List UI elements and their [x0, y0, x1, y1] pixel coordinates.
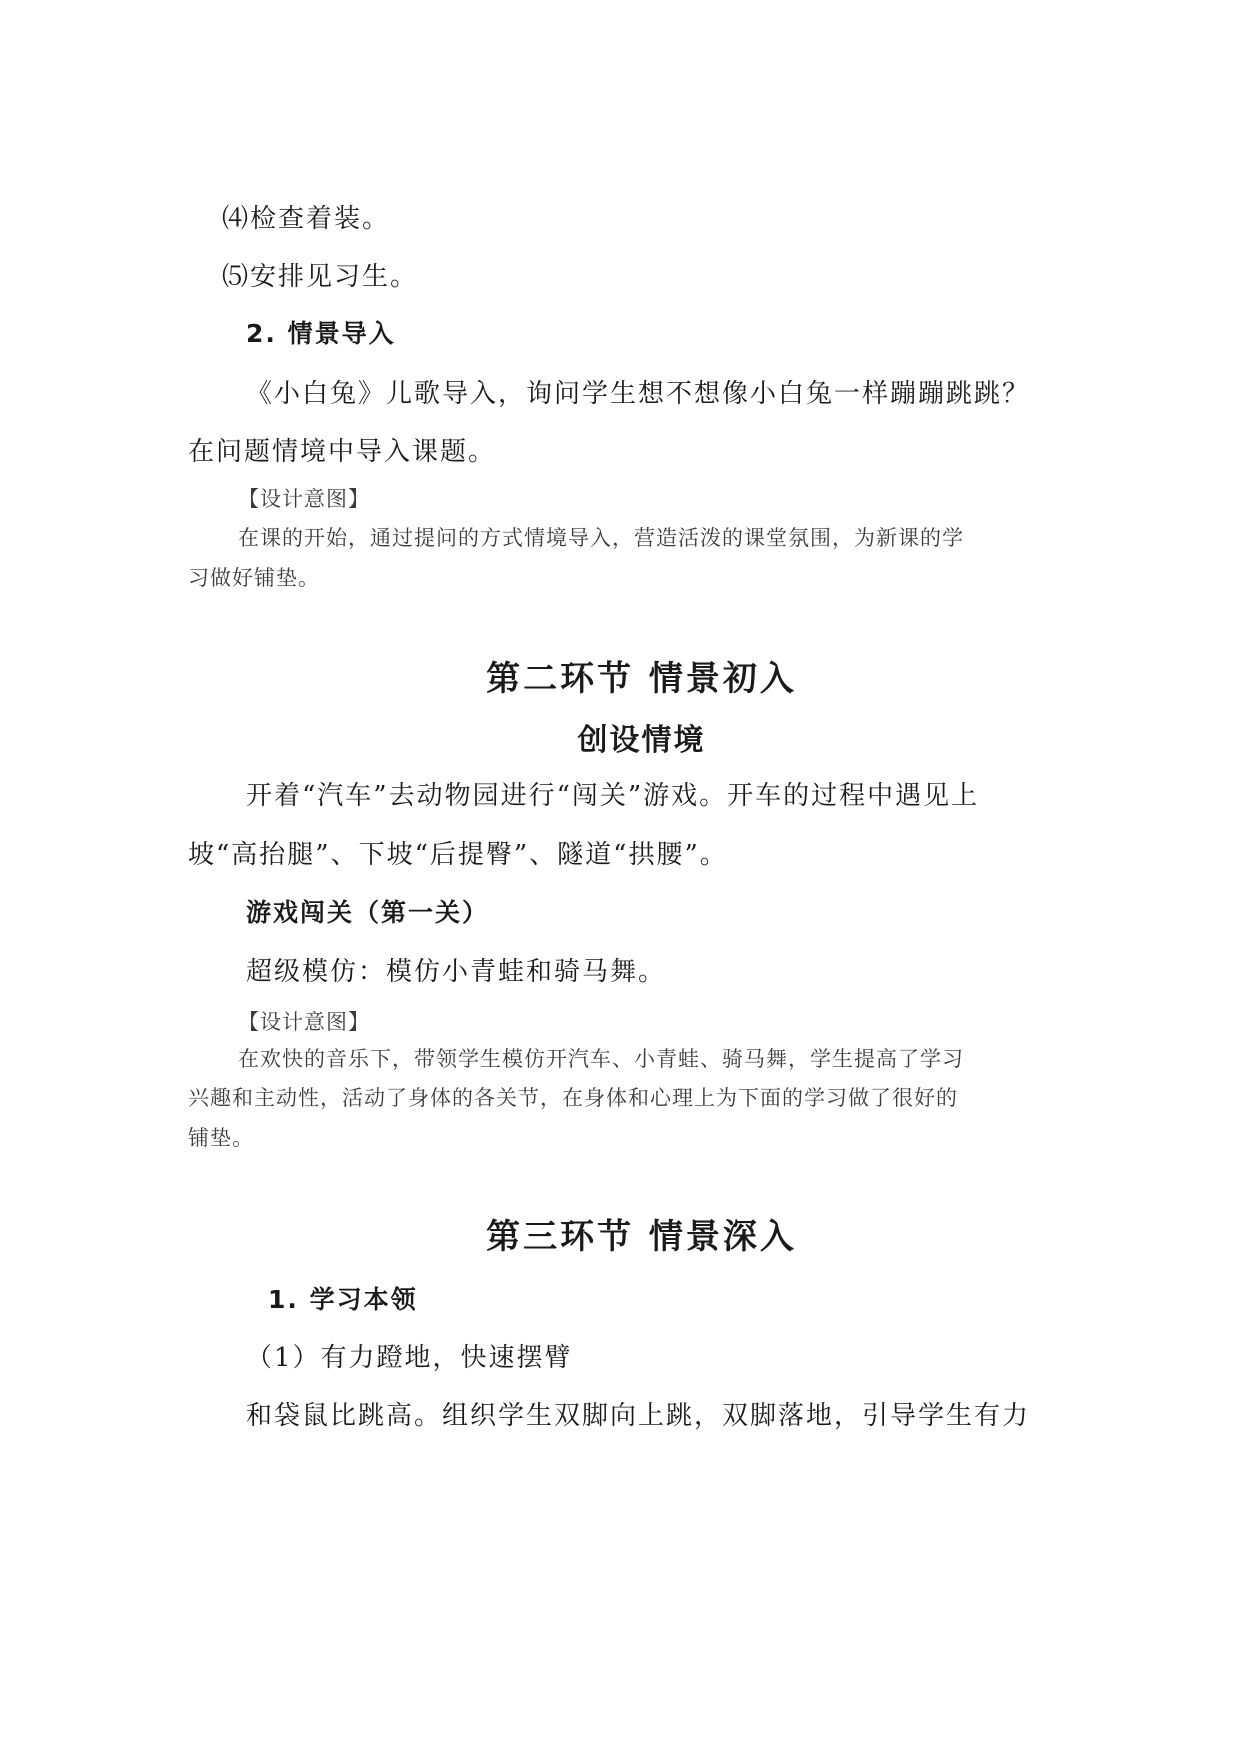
- game-heading: 游戏闯关（第一关）: [246, 898, 490, 927]
- heading-scene-intro: 2. 情景导入: [246, 319, 396, 348]
- heading-learn-skills: 1. 学习本领: [268, 1285, 418, 1314]
- design-intent-label-1: 【设计意图】: [238, 487, 370, 511]
- section-2-paragraph-line-1: 开着“汽车”去动物园进行“闯关”游戏。开车的过程中遇见上: [246, 781, 980, 811]
- section-3-title: 第三环节 情景深入: [486, 1217, 797, 1257]
- section-2-title: 第二环节 情景初入: [486, 659, 797, 699]
- design-intent-2-line-3: 铺垫。: [188, 1126, 254, 1150]
- intro-paragraph-line-2: 在问题情境中导入课题。: [188, 437, 497, 467]
- design-intent-2-line-1: 在欢快的音乐下，带领学生模仿开汽车、小青蛙、骑马舞，学生提高了学习: [238, 1047, 964, 1071]
- list-item-check-dress: ⑷检查着装。: [222, 204, 391, 234]
- design-intent-2-line-2: 兴趣和主动性，活动了身体的各关节，在身体和心理上为下面的学习做了很好的: [188, 1086, 958, 1110]
- game-text: 超级模仿：模仿小青蛙和骑马舞。: [246, 957, 667, 987]
- intro-paragraph-line-1: 《小白兔》儿歌导入，询问学生想不想像小白兔一样蹦蹦跳跳？: [246, 379, 1031, 409]
- section-2-paragraph-line-2: 坡“高抬腿”、下坡“后提臀”、隧道“拱腰”。: [188, 840, 728, 870]
- list-item-arrange-trainees: ⑸安排见习生。: [222, 262, 419, 292]
- section-2-subtitle: 创设情境: [577, 723, 706, 758]
- design-intent-1-line-1: 在课的开始，通过提问的方式情境导入，营造活泼的课堂氛围，为新课的学: [238, 526, 964, 550]
- design-intent-1-line-2: 习做好铺垫。: [188, 566, 320, 590]
- skill-item-1: （1）有力蹬地，快速摆臂: [246, 1343, 573, 1373]
- design-intent-label-2: 【设计意图】: [238, 1010, 370, 1034]
- section-3-paragraph-line-1: 和袋鼠比跳高。组织学生双脚向上跳，双脚落地，引导学生有力: [246, 1401, 1031, 1431]
